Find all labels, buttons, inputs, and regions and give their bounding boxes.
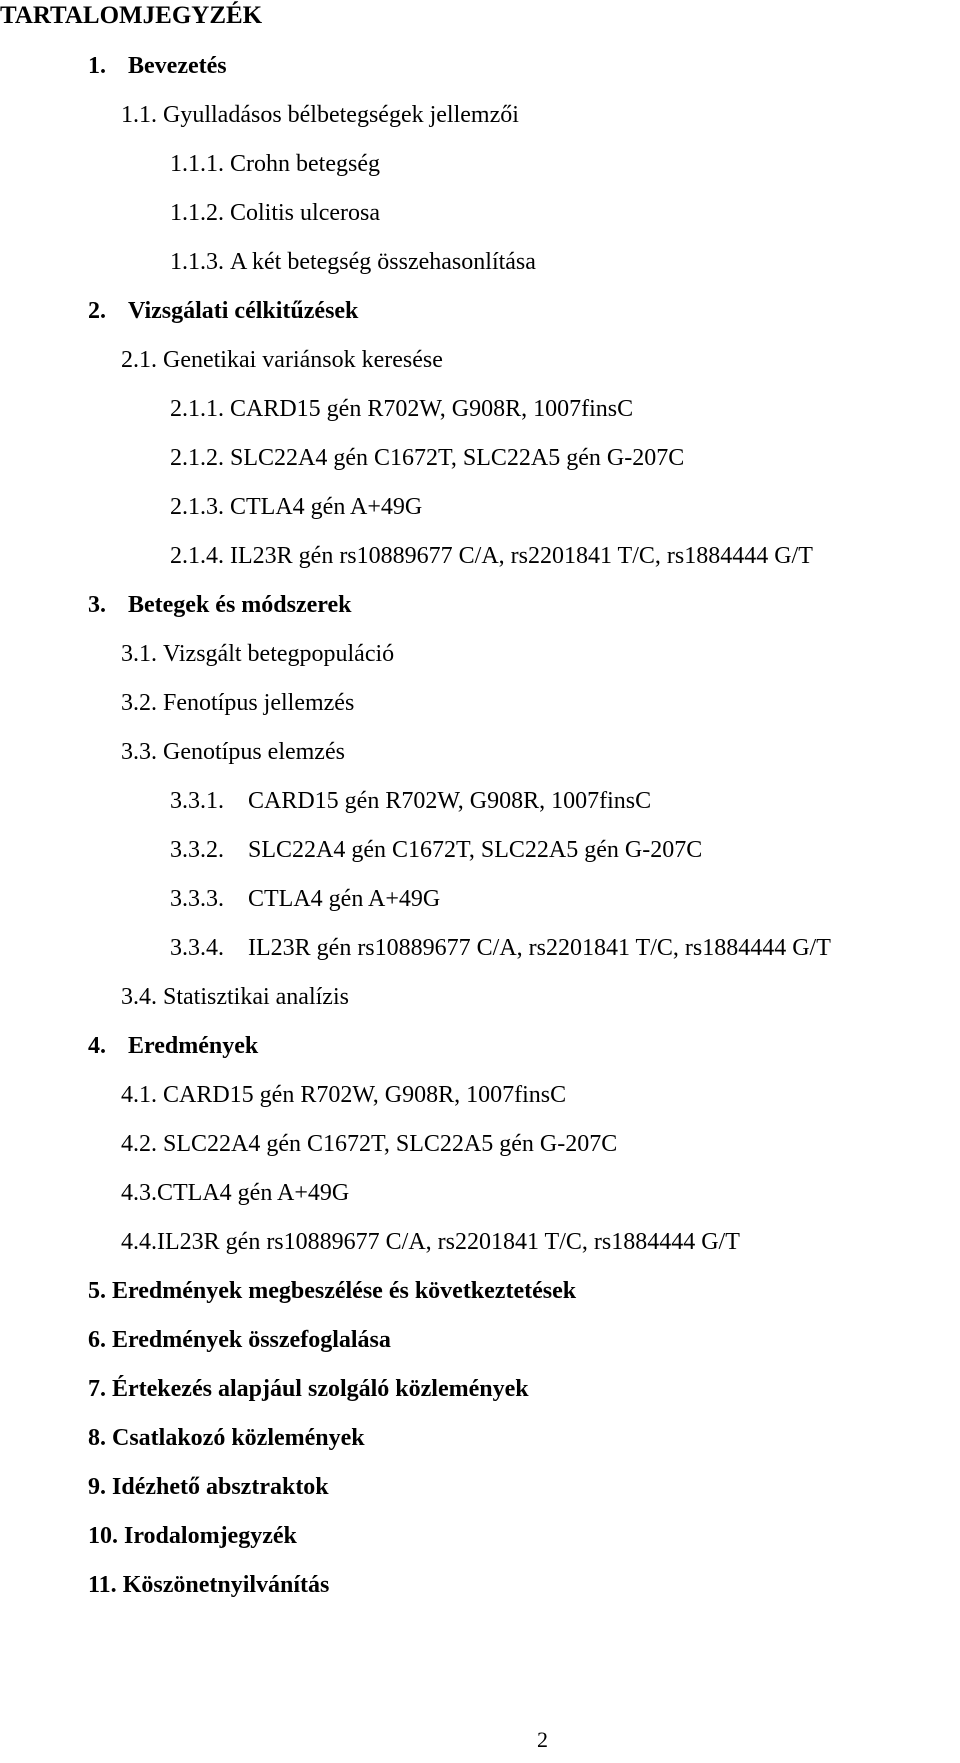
toc-entry-9 xyxy=(88,1471,329,1503)
toc-entry-text: SLC22A4 gén C1672T, SLC22A5 gén G-207C xyxy=(248,837,703,863)
toc-entry-number: 2. xyxy=(88,298,106,324)
toc-entry-number: 3.2. xyxy=(121,690,157,716)
toc-entry-8 xyxy=(88,1422,365,1454)
toc-entry-text: CARD15 gén R702W, G908R, 1007finsC xyxy=(248,788,652,814)
toc-entry-2-1-4 xyxy=(170,540,813,572)
toc-entry-text: SLC22A4 gén C1672T, SLC22A5 gén G-207C xyxy=(163,1131,618,1157)
toc-entry-3-2 xyxy=(121,687,354,719)
toc-entry-4-4 xyxy=(121,1226,740,1258)
toc-entry-text: Crohn betegség xyxy=(230,151,380,177)
toc-entry-number: 1.1. xyxy=(121,102,157,128)
toc-entry-number: 3.3.4. xyxy=(170,935,224,961)
toc-entry-text: CTLA4 gén A+49G xyxy=(157,1180,350,1206)
toc-entry-4-3 xyxy=(121,1177,349,1209)
toc-entry-1-1 xyxy=(121,99,519,131)
toc-entry-number: 1. xyxy=(88,53,106,79)
toc-entry-text: Értekezés alapjául szolgáló közlemények xyxy=(112,1376,529,1402)
toc-entry-number: 1.1.2. xyxy=(170,200,224,226)
toc-entry-4-2 xyxy=(121,1128,617,1160)
toc-entry-3-3-2 xyxy=(170,834,702,866)
toc-entry-number: 3.3. xyxy=(121,739,157,765)
toc-entry-text: A két betegség összehasonlítása xyxy=(230,249,536,275)
toc-entry-2-1-2 xyxy=(170,442,684,474)
toc-entry-text: CTLA4 gén A+49G xyxy=(248,886,441,912)
toc-entry-4 xyxy=(88,1030,258,1062)
toc-entry-number: 5. xyxy=(88,1278,106,1304)
toc-entry-number: 4.3. xyxy=(121,1180,157,1206)
toc-entry-text: Vizsgált betegpopuláció xyxy=(163,641,395,667)
toc-entry-text: Idézhető absztraktok xyxy=(112,1474,329,1500)
toc-entry-text: SLC22A4 gén C1672T, SLC22A5 gén G-207C xyxy=(230,445,685,471)
toc-entry-3-3-3 xyxy=(170,883,440,915)
toc-entry-number: 3.4. xyxy=(121,984,157,1010)
toc-entry-text: Köszönetnyilvánítás xyxy=(122,1572,330,1598)
toc-entry-text: CTLA4 gén A+49G xyxy=(230,494,423,520)
toc-entry-number: 4. xyxy=(88,1033,106,1059)
toc-entry-text: Vizsgálati célkitűzések xyxy=(128,298,359,324)
toc-entry-text: Betegek és módszerek xyxy=(128,592,352,618)
toc-entry-number: 10. xyxy=(88,1523,118,1549)
toc-entry-text: Gyulladásos bélbetegségek jellemzői xyxy=(163,102,519,128)
toc-entry-text: Eredmények xyxy=(128,1033,259,1059)
toc-entry-10 xyxy=(88,1520,297,1552)
toc-entry-3-4 xyxy=(121,981,349,1013)
toc-entry-number: 8. xyxy=(88,1425,106,1451)
toc-entry-1-1-2 xyxy=(170,197,380,229)
toc-entry-number: 3. xyxy=(88,592,106,618)
toc-entry-4-1 xyxy=(121,1079,566,1111)
toc-entry-number: 6. xyxy=(88,1327,106,1353)
toc-entry-text: IL23R gén rs10889677 C/A, rs2201841 T/C, rs1884444 G/T xyxy=(230,543,813,569)
toc-entry-number: 7. xyxy=(88,1376,106,1402)
toc-entry-5 xyxy=(88,1275,576,1307)
toc-entry-1-1-3 xyxy=(170,246,536,278)
toc-title: TARTALOMJEGYZÉK xyxy=(0,2,263,29)
toc-entry-11 xyxy=(88,1569,329,1601)
toc-entry-2-1-1 xyxy=(170,393,633,425)
toc-entry-text: Fenotípus jellemzés xyxy=(163,690,355,716)
toc-entry-number: 1.1.1. xyxy=(170,151,224,177)
toc-entry-6 xyxy=(88,1324,391,1356)
toc-entry-text: Bevezetés xyxy=(128,53,227,79)
toc-entry-7 xyxy=(88,1373,529,1405)
toc-entry-number: 9. xyxy=(88,1474,106,1500)
toc-entry-number: 3.3.2. xyxy=(170,837,224,863)
toc-entry-2-1-3 xyxy=(170,491,422,523)
toc-entry-number: 3.3.1. xyxy=(170,788,224,814)
toc-entry-3-3-1 xyxy=(170,785,651,817)
toc-entry-2-1 xyxy=(121,344,443,376)
page-number: 2 xyxy=(537,1727,548,1752)
toc-entry-text: Eredmények összefoglalása xyxy=(112,1327,391,1353)
toc-entry-text: Statisztikai analízis xyxy=(163,984,349,1010)
toc-entry-text: Eredmények megbeszélése és következtetések xyxy=(112,1278,577,1304)
toc-entry-number: 3.3.3. xyxy=(170,886,224,912)
toc-entry-text: IL23R gén rs10889677 C/A, rs2201841 T/C, rs1884444 G/T xyxy=(248,935,831,961)
toc-entry-number: 1.1.3. xyxy=(170,249,224,275)
toc-entry-3-3 xyxy=(121,736,345,768)
toc-entry-number: 4.4. xyxy=(121,1229,157,1255)
toc-entry-number: 2.1.4. xyxy=(170,543,224,569)
toc-entry-number: 4.1. xyxy=(121,1082,157,1108)
toc-entry-number: 2.1.3. xyxy=(170,494,224,520)
toc-entry-number: 2.1.1. xyxy=(170,396,224,422)
toc-entry-text: Irodalomjegyzék xyxy=(124,1523,297,1549)
toc-entry-3 xyxy=(88,589,352,621)
toc-entry-number: 3.1. xyxy=(121,641,157,667)
toc-entry-text: Genetikai variánsok keresése xyxy=(163,347,443,373)
toc-entry-number: 2.1. xyxy=(121,347,157,373)
toc-entry-number: 11. xyxy=(88,1572,117,1598)
toc-entry-number: 2.1.2. xyxy=(170,445,224,471)
toc-entry-text: Csatlakozó közlemények xyxy=(112,1425,365,1451)
toc-entry-3-3-4 xyxy=(170,932,831,964)
toc-entry-2 xyxy=(88,295,358,327)
toc-entry-text: CARD15 gén R702W, G908R, 1007finsC xyxy=(163,1082,567,1108)
toc-entry-1 xyxy=(88,50,227,82)
toc-entry-text: IL23R gén rs10889677 C/A, rs2201841 T/C, rs1884444 G/T xyxy=(157,1229,740,1255)
toc-entry-3-1 xyxy=(121,638,394,670)
toc-entry-text: CARD15 gén R702W, G908R, 1007finsC xyxy=(230,396,634,422)
toc-entry-number: 4.2. xyxy=(121,1131,157,1157)
toc-entry-1-1-1 xyxy=(170,148,380,180)
toc-entry-text: Colitis ulcerosa xyxy=(230,200,380,226)
toc-entry-text: Genotípus elemzés xyxy=(163,739,345,765)
